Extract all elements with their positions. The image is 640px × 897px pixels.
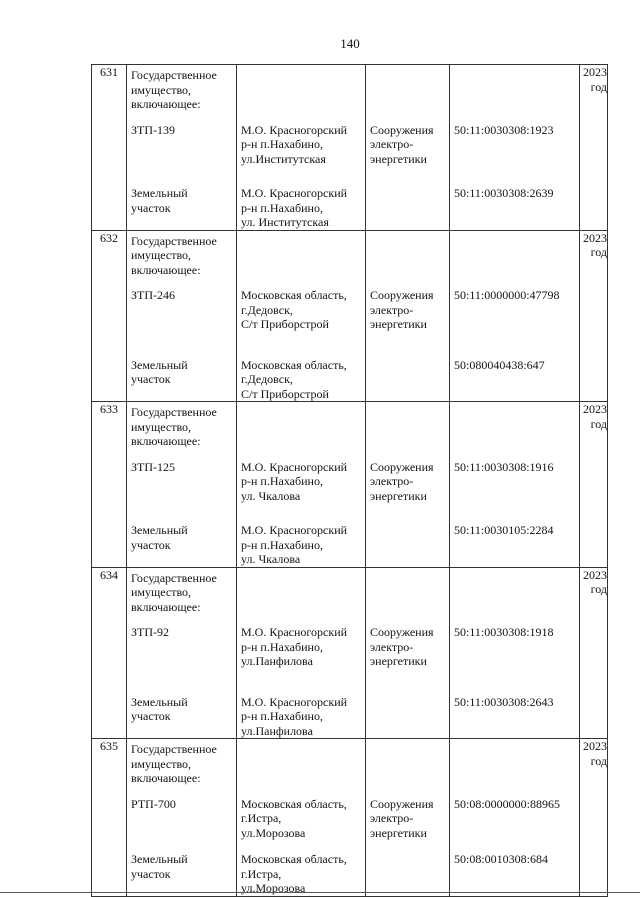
object-address xyxy=(241,852,362,896)
object-address-line: р-н п.Нахабино, xyxy=(241,537,323,552)
object-address-line: г.Дедовск, xyxy=(241,302,293,317)
cadastral-number-text: 50:08:0000000:88965 xyxy=(454,796,561,811)
object-address-line: С/т Приборстрой xyxy=(241,386,329,401)
registry-row xyxy=(92,739,608,897)
year-line: год xyxy=(590,416,607,431)
cadastral-number xyxy=(454,625,576,669)
row-number: 632 xyxy=(92,230,127,402)
object-address xyxy=(241,695,362,739)
object-name-line: ЗТП-246 xyxy=(131,288,176,302)
object-name-line: участок xyxy=(131,372,171,386)
object-address-line: М.О. Красногорский xyxy=(241,459,348,474)
cadastral-number-text: 50:11:0030308:1916 xyxy=(454,459,554,474)
object-name-line: ЗТП-125 xyxy=(131,459,176,474)
property-group-heading xyxy=(131,234,233,278)
cadastral-number-text: 50:11:0030308:1918 xyxy=(454,625,554,639)
object-address xyxy=(241,288,362,332)
object-address-line: С/т Приборстрой xyxy=(241,317,329,331)
object-address-line: ул.Морозова xyxy=(241,881,306,895)
page-bottom-rule xyxy=(0,892,640,893)
object-name xyxy=(131,358,233,402)
object-name-cell xyxy=(127,65,237,231)
heading-line: Государственное xyxy=(131,68,217,82)
year-cell xyxy=(580,230,608,402)
object-type xyxy=(370,695,446,739)
object-name-line: участок xyxy=(131,537,171,552)
object-address-line: Московская область, xyxy=(241,796,347,811)
object-name-line: Земельный xyxy=(131,694,188,709)
object-type-line: электро- xyxy=(370,811,414,825)
cadastral-number-cell xyxy=(450,65,580,231)
object-type-line: Сооружения xyxy=(370,122,434,137)
registry-row xyxy=(92,567,608,739)
object-address-line: ул. Чкалова xyxy=(241,488,301,503)
property-group-heading xyxy=(131,571,233,615)
object-type xyxy=(370,625,446,669)
object-name-line: участок xyxy=(131,709,171,723)
heading-line: Государственное xyxy=(131,405,217,419)
year-cell xyxy=(580,65,608,231)
cadastral-number-cell xyxy=(450,230,580,402)
object-address-line: ул.Морозова xyxy=(241,825,306,840)
object-type-line: энергетики xyxy=(370,151,427,166)
object-name xyxy=(131,186,233,230)
object-type xyxy=(370,123,446,167)
object-address-line: Московская область, xyxy=(241,357,347,372)
year-cell xyxy=(580,402,608,568)
cadastral-number-cell xyxy=(450,567,580,739)
heading-line: имущество, xyxy=(131,248,192,262)
object-name-line: Земельный xyxy=(131,523,188,537)
cadastral-number xyxy=(454,123,576,167)
object-address-line: ул. Институтская xyxy=(241,215,329,229)
heading-line: имущество, xyxy=(131,82,192,97)
row-number: 634 xyxy=(92,567,127,739)
object-address-line: М.О. Красногорский xyxy=(241,625,348,639)
object-address xyxy=(241,625,362,669)
cadastral-number-text: 50:080040438:647 xyxy=(454,357,545,372)
object-name-line: Земельный xyxy=(131,357,188,372)
object-address xyxy=(241,358,362,402)
object-address-line: г.Дедовск, xyxy=(241,372,293,386)
object-address xyxy=(241,797,362,841)
heading-line: включающее: xyxy=(131,262,201,277)
cadastral-number-text: 50:11:0030105:2284 xyxy=(454,523,554,537)
object-address-line: р-н п.Нахабино, xyxy=(241,137,323,151)
object-address-line: Московская область, xyxy=(241,852,347,866)
registry-body xyxy=(92,65,608,897)
object-address xyxy=(241,460,362,504)
property-registry-table xyxy=(91,64,608,897)
year-line: 2023 xyxy=(583,567,607,582)
address-cell xyxy=(237,230,366,402)
object-address-line: М.О. Красногорский xyxy=(241,694,348,709)
row-number: 635 xyxy=(92,739,127,897)
year-line: 2023 xyxy=(583,739,607,753)
row-number: 633 xyxy=(92,402,127,568)
address-cell xyxy=(237,402,366,568)
year-line: год xyxy=(590,753,607,768)
object-type-line: энергетики xyxy=(370,654,427,668)
object-name-cell xyxy=(127,402,237,568)
object-name xyxy=(131,797,233,841)
cadastral-number xyxy=(454,852,576,896)
object-name xyxy=(131,523,233,567)
object-address-line: ул.Институтская xyxy=(241,151,326,166)
object-type-line: Сооружения xyxy=(370,288,434,302)
object-name-line: Земельный xyxy=(131,852,188,866)
year-cell xyxy=(580,567,608,739)
heading-line: Государственное xyxy=(131,742,217,756)
address-cell xyxy=(237,739,366,897)
object-type-line: энергетики xyxy=(370,317,427,331)
object-type xyxy=(370,358,446,402)
object-address-line: М.О. Красногорский xyxy=(241,186,348,200)
registry-row xyxy=(92,65,608,231)
object-name-line: РТП-700 xyxy=(131,796,176,811)
address-cell xyxy=(237,65,366,231)
object-name-line: ЗТП-92 xyxy=(131,625,170,639)
heading-line: Государственное xyxy=(131,570,217,585)
object-type xyxy=(370,186,446,230)
object-type-line: энергетики xyxy=(370,825,427,840)
object-address-line: ул. Чкалова xyxy=(241,552,301,566)
object-type xyxy=(370,460,446,504)
property-group-heading xyxy=(131,68,233,112)
cadastral-number xyxy=(454,358,576,402)
cadastral-number-text: 50:08:0010308:684 xyxy=(454,852,549,866)
object-name xyxy=(131,625,233,669)
object-name-cell xyxy=(127,230,237,402)
object-address-line: р-н п.Нахабино, xyxy=(241,474,323,488)
cadastral-number xyxy=(454,695,576,739)
object-address-line: М.О. Красногорский xyxy=(241,523,348,537)
cadastral-number-text: 50:11:0030308:1923 xyxy=(454,122,554,137)
cadastral-number xyxy=(454,186,576,230)
object-name-line: ЗТП-139 xyxy=(131,122,176,137)
object-address-line: г.Истра, xyxy=(241,811,282,825)
object-type-line: Сооружения xyxy=(370,796,434,811)
cadastral-number xyxy=(454,288,576,332)
property-group-heading xyxy=(131,742,233,786)
object-type xyxy=(370,852,446,896)
cadastral-number-text: 50:11:0030308:2639 xyxy=(454,186,554,200)
object-type-line: Сооружения xyxy=(370,625,434,639)
object-name-cell xyxy=(127,567,237,739)
object-name-line: участок xyxy=(131,866,171,881)
object-name xyxy=(131,460,233,504)
object-type-line: электро- xyxy=(370,474,414,488)
object-type xyxy=(370,797,446,841)
object-name-line: Земельный xyxy=(131,186,188,200)
cadastral-number xyxy=(454,797,576,841)
object-type-line: Сооружения xyxy=(370,459,434,474)
object-type-cell xyxy=(366,739,450,897)
object-type-line: электро- xyxy=(370,302,414,317)
object-address-line: ул.Панфилова xyxy=(241,723,313,738)
address-cell xyxy=(237,567,366,739)
heading-line: включающее: xyxy=(131,599,201,614)
cadastral-number-cell xyxy=(450,739,580,897)
cadastral-number xyxy=(454,523,576,567)
cadastral-number-text: 50:11:0030308:2643 xyxy=(454,694,554,709)
object-type-line: электро- xyxy=(370,137,414,151)
registry-row xyxy=(92,402,608,568)
heading-line: Государственное xyxy=(131,233,217,248)
object-address-line: Московская область, xyxy=(241,288,347,302)
year-line: 2023 xyxy=(583,65,607,79)
object-address-line: р-н п.Нахабино, xyxy=(241,709,323,723)
year-cell xyxy=(580,739,608,897)
object-type-cell xyxy=(366,567,450,739)
object-type-cell xyxy=(366,65,450,231)
heading-line: включающее: xyxy=(131,97,201,111)
object-type-cell xyxy=(366,402,450,568)
heading-line: включающее: xyxy=(131,771,201,785)
heading-line: имущество, xyxy=(131,756,192,771)
object-name xyxy=(131,123,233,167)
object-name-line: участок xyxy=(131,200,171,215)
object-address xyxy=(241,186,362,230)
object-type-line: электро- xyxy=(370,639,414,654)
object-name-cell xyxy=(127,739,237,897)
object-address-line: г.Истра, xyxy=(241,866,282,881)
registry-row xyxy=(92,230,608,402)
heading-line: включающее: xyxy=(131,434,201,448)
cadastral-number xyxy=(454,460,576,504)
object-address xyxy=(241,523,362,567)
object-address-line: р-н п.Нахабино, xyxy=(241,200,323,215)
cadastral-number-text: 50:11:0000000:47798 xyxy=(454,288,560,302)
object-name xyxy=(131,288,233,332)
year-line: 2023 xyxy=(583,402,607,416)
object-type-cell xyxy=(366,230,450,402)
object-type xyxy=(370,523,446,567)
row-number: 631 xyxy=(92,65,127,231)
object-address-line: р-н п.Нахабино, xyxy=(241,639,323,654)
object-address xyxy=(241,123,362,167)
page-number: 140 xyxy=(340,36,360,51)
year-line: год xyxy=(590,245,607,259)
object-address-line: М.О. Красногорский xyxy=(241,122,348,137)
object-type-line: энергетики xyxy=(370,488,427,503)
heading-line: имущество, xyxy=(131,419,192,434)
year-line: 2023 xyxy=(583,230,607,245)
year-line: год xyxy=(590,582,607,596)
cadastral-number-cell xyxy=(450,402,580,568)
heading-line: имущество, xyxy=(131,585,192,599)
object-type xyxy=(370,288,446,332)
object-address-line: ул.Панфилова xyxy=(241,654,313,668)
year-line: год xyxy=(590,79,607,94)
object-name xyxy=(131,695,233,739)
property-group-heading xyxy=(131,405,233,449)
object-name xyxy=(131,852,233,896)
